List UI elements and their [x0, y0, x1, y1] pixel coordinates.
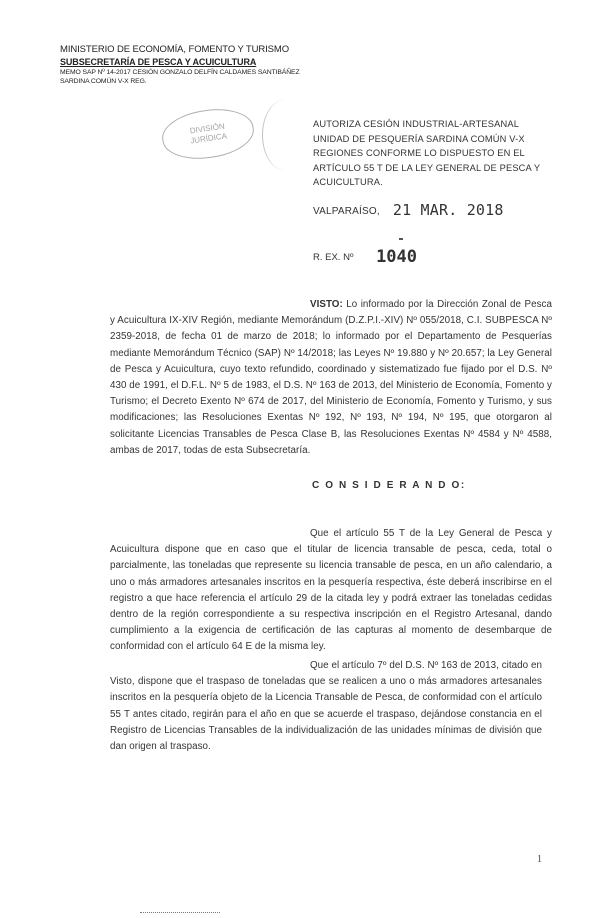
resolution-number-line	[313, 245, 417, 265]
place-and-date	[313, 200, 504, 218]
ministry-name: MINISTERIO DE ECONOMÍA, FOMENTO Y TURISMO	[60, 44, 290, 55]
memo-reference-2: SARDINA COMÚN V-X REG.	[60, 78, 147, 85]
place: VALPARAÍSO,	[313, 206, 380, 217]
resolution-number: 1040	[376, 247, 418, 267]
date-stamp: 21 MAR. 2018	[392, 201, 504, 219]
ink-mark	[399, 238, 403, 240]
subsecretaria-name: SUBSECRETARÍA DE PESCA Y ACUICULTURA	[60, 57, 257, 67]
visto-text: Lo informado por la Dirección Zonal de Pesca y Acuicultura IX-XIV Región, mediante Memorándum (D.Z.P.I.-XIV) Nº 055/2018, C.I. SUBPESCA Nº 2359-2018, de fecha 01 de marzo de 2018; lo informado por el Departamento de Pesquerías mediante Memorándum Técnico (SAP) Nº 14/2018; las Leyes Nº 19.880 y Nº 20.657; la Ley General de Pesca y Acuicultura, cuyo texto refundido, coordinado y sistematizado fue fijado por el D.S. Nº 430 de 1991, el D.F.L. Nº 5 de 1983, el D.S. Nº 163 de 2013, del Ministerio de Economía, Fomento y Turismo; el Decreto Exento Nº 674 de 2017, del Ministerio de Economía, Fomento y Turismo, y sus modificaciones; las Resoluciones Exentas Nº 192, Nº 193, Nº 194, Nº 195, que otorgaron al solicitante Licencias Transables de Pesca Clase B, las Resoluciones Exentas Nº 4584 y Nº 4588, ambas de 2017, todas de esta Subsecretaría.	[110, 299, 552, 456]
visto-paragraph	[110, 297, 552, 459]
considerando-paragraph-2: Que el artículo 7º del D.S. Nº 163 de 2013, citado en Visto, dispone que el traspaso de toneladas que se realicen a uno o más armadores artesanales inscritos en la pesquería objeto de la Licencia Transable de Pesca, de conformidad con el artículo 55 T antes citado, regirán para el año en que se acuerde el traspaso, dejándose constancia en el Registro de Licencias Transables de la individualización de las unidades mínimas de división que dan origen al traspaso.	[110, 660, 542, 753]
resolution-label: R. EX. Nº	[313, 252, 354, 263]
considerando-heading: C O N S I D E R A N D O:	[312, 480, 466, 491]
page-number: 1	[537, 854, 542, 865]
visto-lead: VISTO:	[310, 299, 343, 310]
footer-mark	[140, 912, 220, 915]
division-stamp	[159, 104, 257, 164]
letterhead	[60, 44, 300, 86]
stamp-line-2: JURÍDICA	[189, 131, 228, 146]
resolution-title: AUTORIZA CESIÓN INDUSTRIAL-ARTESANAL UNIDAD DE PESQUERÍA SARDINA COMÚN V-X REGIONES CONFORME LO DISPUESTO EN EL ARTÍCULO 55 T DE LA LEY GENERAL DE PESCA Y ACUICULTURA.	[313, 119, 541, 187]
memo-reference: MEMO SAP Nº 14-2017 CESIÓN GONZALO DELFÍN CALDAMES SANTIBÁÑEZ	[60, 69, 300, 76]
stamp-line-1: DIVISIÓN	[189, 121, 226, 136]
considerando-paragraph-1: Que el artículo 55 T de la Ley General de Pesca y Acuicultura dispone que en caso que el titular de licencia transable de pesca, ceda, total o parcialmente, las toneladas que represente su licencia transable de pesca, en un año calendario, a uno o más armadores artesanales inscritos en la pesquería respectiva, éste deberá inscribirse en el registro a que hace referencia el artículo 29 de la citada ley y podrá extraer las toneladas cedidas dentro de la región correspondiente a su respectiva inscripción en el Registro Artesanal, dando cumplimiento a la exigencia de certificación de las capturas al momento de desembarque de conformidad con el artículo 64 E de la misma ley.	[110, 528, 552, 653]
stamp-arc-mark	[262, 100, 307, 170]
